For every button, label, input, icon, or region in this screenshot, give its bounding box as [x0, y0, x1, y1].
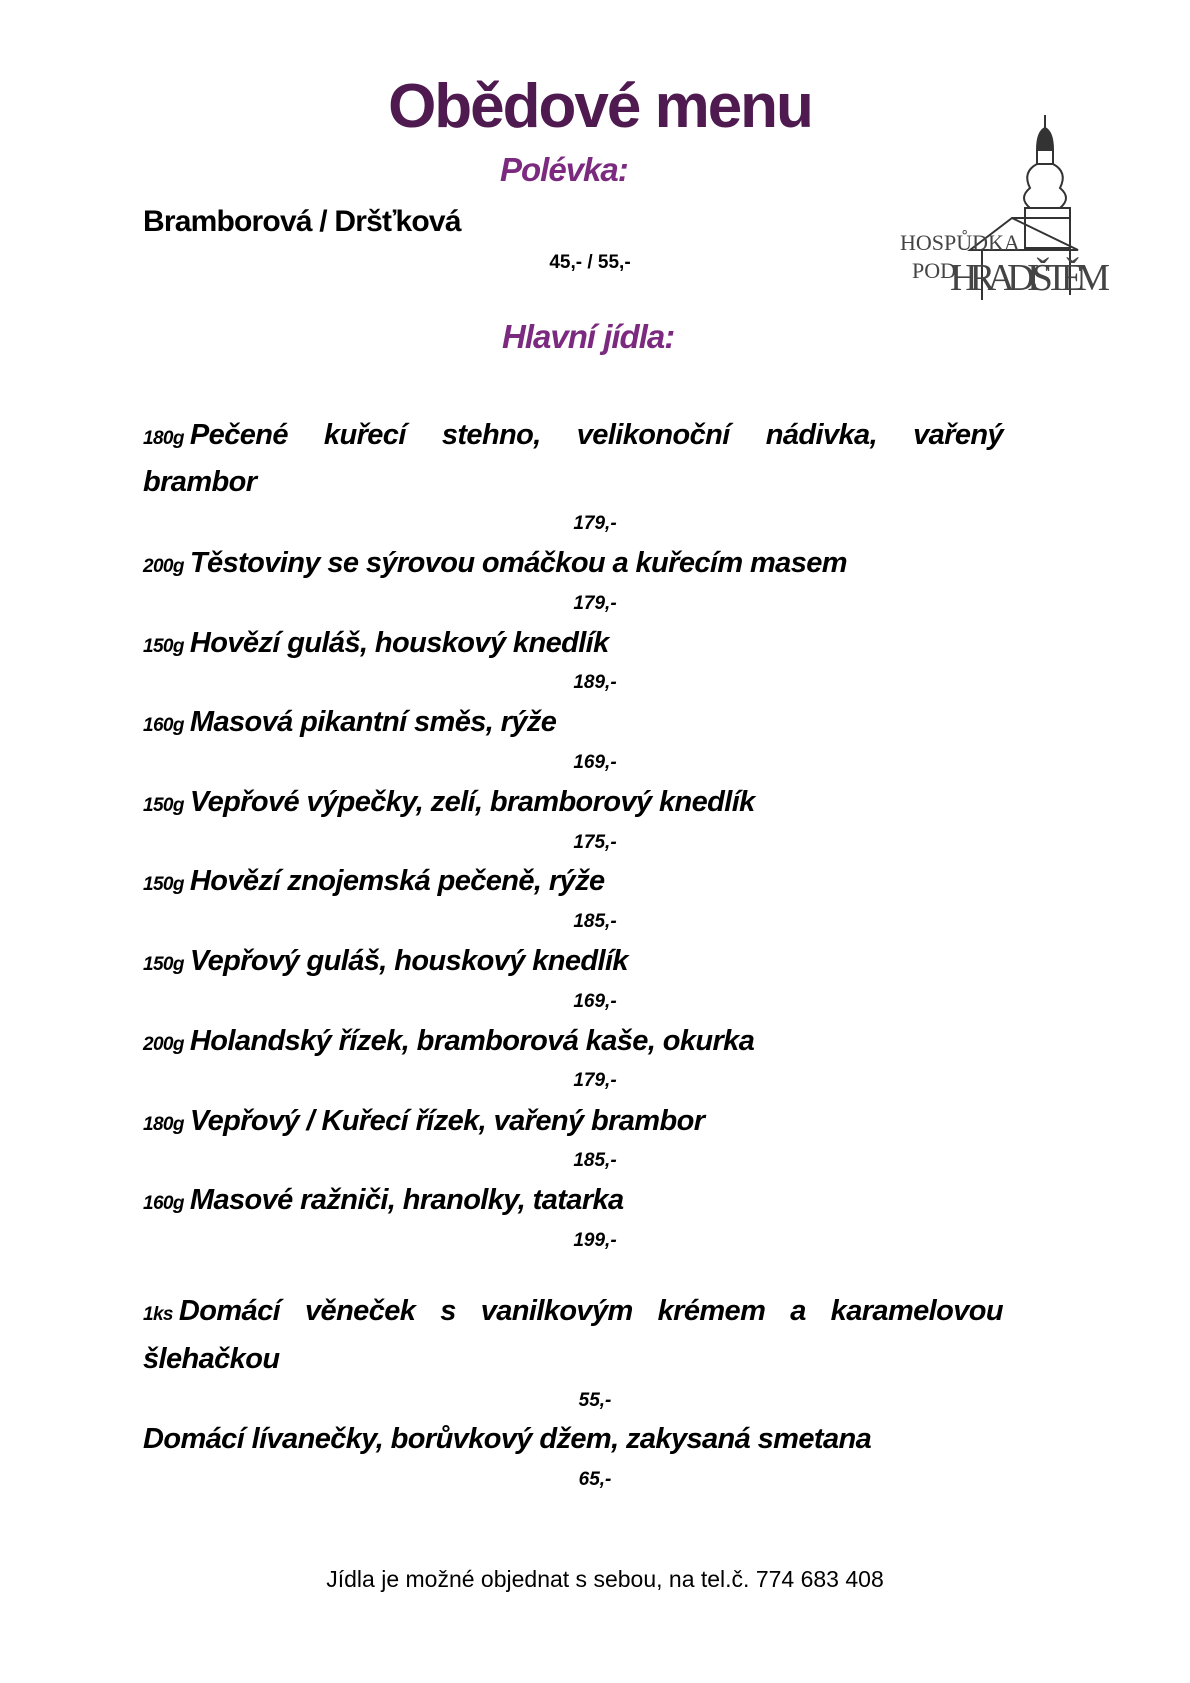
dessert-name: 1ks Domácí věneček s vanilkovým krémem a karamelovou [143, 1295, 1003, 1327]
page-title: Obědové menu [388, 72, 812, 141]
dish-name: 160g Masové ražniči, hranolky, tatarka [143, 1184, 624, 1216]
restaurant-logo [900, 110, 1115, 320]
dish-name-continued: brambor [143, 466, 257, 498]
logo-text-hospudka: HOSPŮDKA [900, 230, 1020, 255]
soup-heading: Polévka: [500, 151, 628, 188]
dish-name: 150g Hovězí guláš, houskový knedlík [143, 627, 609, 659]
dish-price: 179,- [573, 593, 617, 614]
dish-name: 150g Vepřové výpečky, zelí, bramborový knedlík [143, 786, 755, 818]
dish-price: 179,- [573, 1070, 617, 1091]
dish-name: 180g Vepřový / Kuřecí řízek, vařený brambor [143, 1105, 705, 1137]
dish-price: 169,- [573, 752, 617, 773]
dish-price: 179,- [573, 513, 617, 534]
dish-name: 200g Holandský řízek, bramborová kaše, okurka [143, 1025, 755, 1057]
dish-name: 200g Těstoviny se sýrovou omáčkou a kuřecím masem [143, 547, 847, 579]
dish-name: 160g Masová pikantní směs, rýže [143, 706, 557, 738]
dish-weight: 180g [143, 428, 184, 449]
dish-price: 185,- [573, 1150, 617, 1171]
footer-note: Jídla je možné objednat s sebou, na tel.č. 774 683 408 [326, 1566, 884, 1592]
dish-price: 185,- [573, 911, 617, 932]
dessert-name: Domácí lívanečky, borůvkový džem, zakysaná smetana [143, 1423, 872, 1455]
mains-heading: Hlavní jídla: [502, 318, 675, 355]
dessert-price: 65,- [578, 1469, 612, 1490]
logo-text-pod: POD [912, 258, 957, 283]
dish-price: 175,- [573, 832, 617, 853]
dish-price: 189,- [573, 672, 617, 693]
dish-price: 169,- [573, 991, 617, 1012]
soup-name: Bramborová / Dršťková [143, 205, 461, 238]
dish-name: 150g Hovězí znojemská pečeně, rýže [143, 865, 605, 897]
logo-text-hradistem: HRADIŠTĚM [950, 257, 1110, 299]
dish-price: 199,- [573, 1230, 617, 1251]
dish-name: 150g Vepřový guláš, houskový knedlík [143, 945, 628, 977]
dessert-price: 55,- [578, 1390, 612, 1411]
dish-name: 180g Pečené kuřecí stehno, velikonoční nádivka, vařený [143, 419, 1003, 451]
soup-price: 45,- / 55,- [549, 252, 631, 273]
dessert-name-continued: šlehačkou [143, 1343, 280, 1375]
